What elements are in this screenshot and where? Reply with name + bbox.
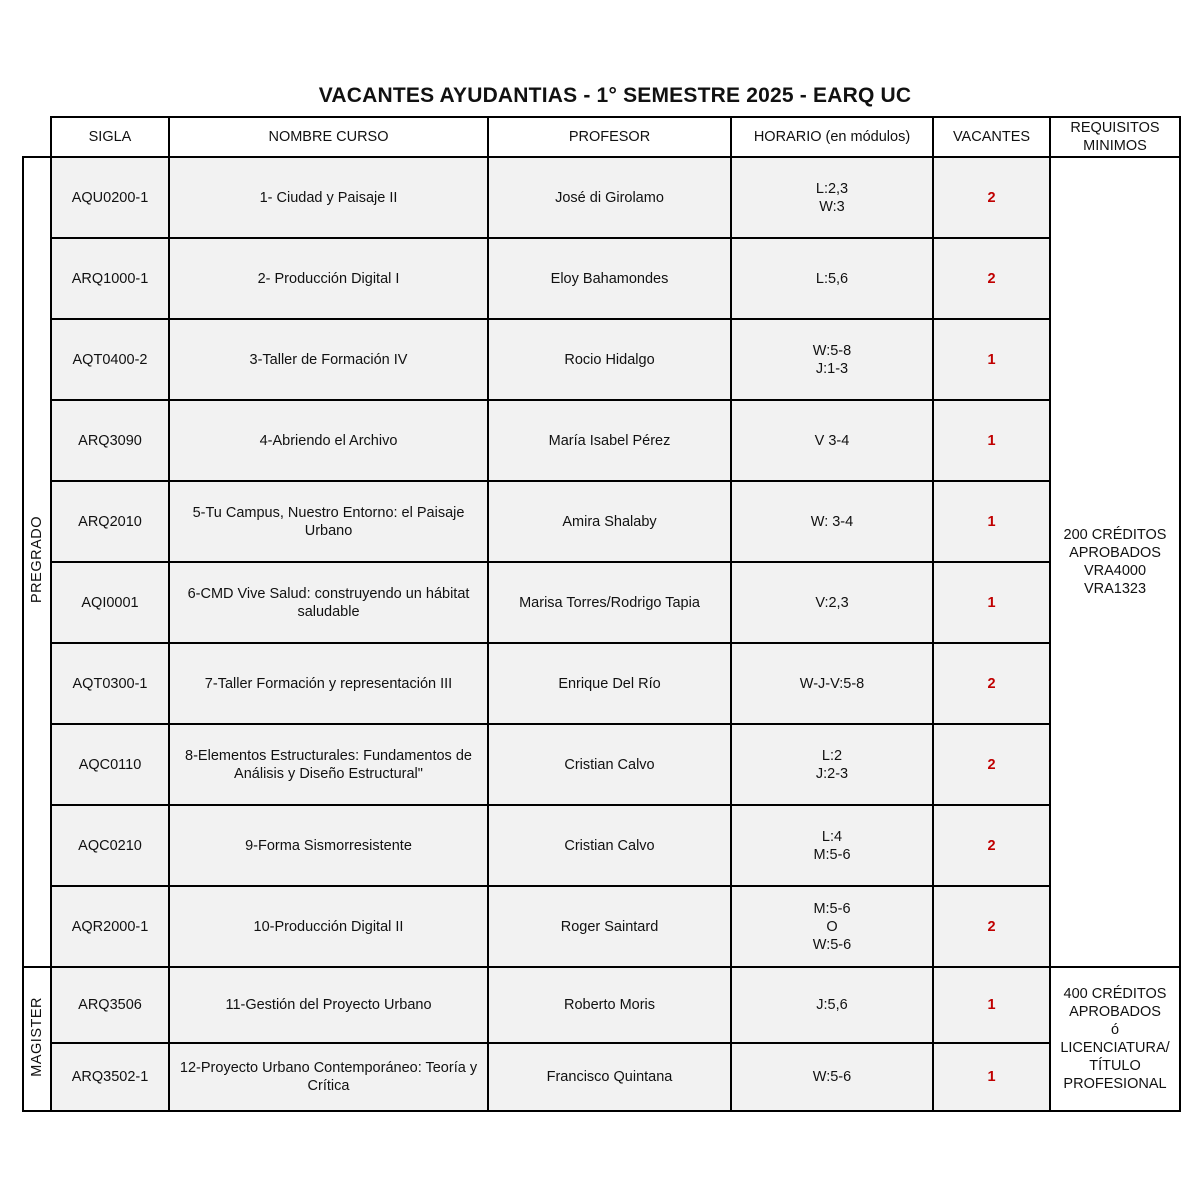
cell-vacantes: 2 [933,643,1050,724]
cell-vacantes: 2 [933,886,1050,967]
cell-horario: W:5-8 J:1-3 [731,319,933,400]
cell-vacantes: 2 [933,805,1050,886]
cell-profesor: Rocio Hidalgo [488,319,731,400]
group-magister [23,967,51,1111]
table-row [23,724,1180,805]
header-horario: HORARIO (en módulos) [731,117,933,157]
table-row [23,481,1180,562]
cell-horario: L:2 J:2-3 [731,724,933,805]
requirements-pregrado: 200 CRÉDITOS APROBADOS VRA4000 VRA1323 [1050,157,1180,967]
cell-nombre: 9-Forma Sismorresistente [169,805,488,886]
header-profesor: PROFESOR [488,117,731,157]
cell-vacantes: 1 [933,400,1050,481]
cell-vacantes: 1 [933,562,1050,643]
cell-nombre: 8-Elementos Estructurales: Fundamentos de Análisis y Diseño Estructural" [169,724,488,805]
cell-horario: V 3-4 [731,400,933,481]
cell-sigla: ARQ3506 [51,967,169,1043]
table-row [23,238,1180,319]
table-row [23,886,1180,967]
cell-nombre: 7-Taller Formación y representación III [169,643,488,724]
table-row [23,319,1180,400]
cell-profesor: Francisco Quintana [488,1043,731,1111]
group-label: PREGRADO [29,516,45,603]
cell-nombre: 4-Abriendo el Archivo [169,400,488,481]
cell-horario: J:5,6 [731,967,933,1043]
cell-horario: L:2,3 W:3 [731,157,933,238]
cell-vacantes: 2 [933,157,1050,238]
requirements-magister: 400 CRÉDITOS APROBADOS ó LICENCIATURA/ TÍTULO PROFESIONAL [1050,967,1180,1111]
header-requisitos: REQUISITOS MINIMOS [1050,117,1180,157]
cell-nombre: 6-CMD Vive Salud: construyendo un hábitat saludable [169,562,488,643]
cell-horario: W:5-6 [731,1043,933,1111]
cell-nombre: 11-Gestión del Proyecto Urbano [169,967,488,1043]
header-nombre-curso: NOMBRE CURSO [169,117,488,157]
table-row [23,400,1180,481]
header-vacantes: VACANTES [933,117,1050,157]
cell-profesor: Eloy Bahamondes [488,238,731,319]
cell-sigla: AQC0210 [51,805,169,886]
vacancies-table [22,116,1181,1112]
cell-nombre: 5-Tu Campus, Nuestro Entorno: el Paisaje Urbano [169,481,488,562]
cell-nombre: 12-Proyecto Urbano Contemporáneo: Teoría y Crítica [169,1043,488,1111]
cell-horario: L:5,6 [731,238,933,319]
cell-vacantes: 2 [933,724,1050,805]
cell-profesor: María Isabel Pérez [488,400,731,481]
cell-profesor: Marisa Torres/Rodrigo Tapia [488,562,731,643]
cell-sigla: AQT0300-1 [51,643,169,724]
group-pregrado [23,157,51,967]
cell-horario: M:5-6 O W:5-6 [731,886,933,967]
cell-vacantes: 1 [933,1043,1050,1111]
cell-horario: V:2,3 [731,562,933,643]
cell-sigla: AQI0001 [51,562,169,643]
cell-profesor: Cristian Calvo [488,724,731,805]
cell-sigla: ARQ3502-1 [51,1043,169,1111]
cell-sigla: AQC0110 [51,724,169,805]
table-row [23,967,1180,1043]
header-sigla: SIGLA [51,117,169,157]
header-corner [23,117,51,157]
cell-nombre: 3-Taller de Formación IV [169,319,488,400]
cell-nombre: 1- Ciudad y Paisaje II [169,157,488,238]
table-row [23,643,1180,724]
cell-profesor: Enrique Del Río [488,643,731,724]
cell-profesor: Roger Saintard [488,886,731,967]
table-row [23,805,1180,886]
group-label: MAGISTER [29,996,45,1077]
cell-horario: L:4 M:5-6 [731,805,933,886]
table-row [23,562,1180,643]
table-row [23,1043,1180,1111]
cell-vacantes: 1 [933,319,1050,400]
cell-horario: W: 3-4 [731,481,933,562]
cell-profesor: José di Girolamo [488,157,731,238]
table-row [23,157,1180,238]
cell-vacantes: 1 [933,967,1050,1043]
cell-profesor: Amira Shalaby [488,481,731,562]
cell-profesor: Cristian Calvo [488,805,731,886]
cell-sigla: AQT0400-2 [51,319,169,400]
cell-sigla: ARQ3090 [51,400,169,481]
cell-vacantes: 2 [933,238,1050,319]
cell-sigla: ARQ1000-1 [51,238,169,319]
cell-horario: W-J-V:5-8 [731,643,933,724]
header-row [23,117,1180,157]
page-title: VACANTES AYUDANTIAS - 1° SEMESTRE 2025 - EARQ UC [318,84,912,107]
cell-vacantes: 1 [933,481,1050,562]
cell-nombre: 2- Producción Digital I [169,238,488,319]
cell-sigla: AQR2000-1 [51,886,169,967]
cell-sigla: AQU0200-1 [51,157,169,238]
cell-sigla: ARQ2010 [51,481,169,562]
cell-profesor: Roberto Moris [488,967,731,1043]
cell-nombre: 10-Producción Digital II [169,886,488,967]
